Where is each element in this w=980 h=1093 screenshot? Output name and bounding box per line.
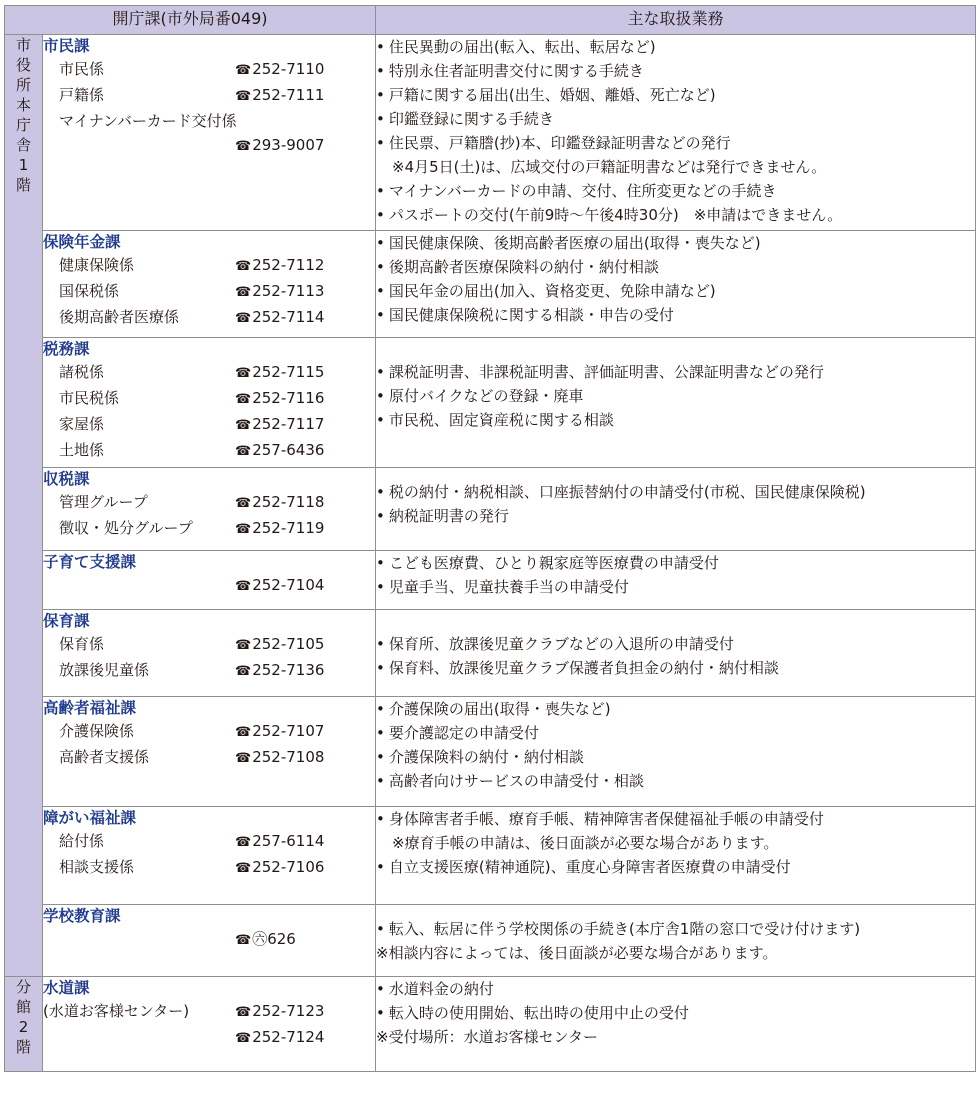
phone-icon: ☎ (235, 392, 252, 407)
section-name: マイナンバーカード交付係 (59, 112, 237, 130)
phone-icon: ☎ (235, 522, 252, 537)
floor-label-main: 市役所本庁舎1階 (5, 35, 43, 977)
section-name: 市民係 (59, 60, 105, 78)
task-note: ※4月5日(土)は、広域交付の戸籍証明書などは発行できません。 (392, 158, 827, 176)
section-phone: ☎252-7112 (235, 256, 325, 274)
dept-cell (43, 231, 376, 338)
section-entry (43, 305, 375, 331)
dept-cell (43, 551, 376, 610)
section-entry (43, 516, 375, 542)
phone-icon: ☎ (235, 835, 252, 850)
dept-cell (43, 697, 376, 807)
task-item: • 介護保険の届出(取得・喪失など) (376, 697, 975, 721)
section-entry (43, 279, 375, 305)
section-entry (43, 57, 375, 83)
floor-label-annex: 分館2階 (5, 977, 43, 1072)
section-entry (43, 855, 375, 881)
dept-cell (43, 807, 376, 905)
phone-icon: ☎ (235, 579, 252, 594)
phone-icon: ☎ (235, 638, 252, 653)
section-phone: ☎252-7118 (235, 493, 325, 511)
tasks-cell (376, 468, 976, 551)
tasks-cell (376, 551, 976, 610)
section-entry (43, 253, 375, 279)
task-item: • 転入、転居に伴う学校関係の手続き(本庁舎1階の窓口で受け付けます) (376, 917, 975, 941)
task-item: • 課税証明書、非課税証明書、評価証明書、公課証明書などの発行 (376, 360, 975, 384)
section-phone: ☎252-7116 (235, 389, 325, 407)
section-entry (43, 658, 375, 684)
table-row (5, 35, 976, 231)
task-item: • 高齢者向けサービスの申請受付・相談 (376, 769, 975, 793)
section-phone: ☎252-7124 (235, 1028, 325, 1046)
section-entry (43, 412, 375, 438)
task-item: • 転入時の使用開始、転出時の使用中止の受付 (376, 1001, 975, 1025)
task-item: • 国民健康保険税に関する相談・申告の受付 (376, 303, 975, 327)
phone-icon: ☎ (235, 933, 252, 948)
phone-icon: ☎ (235, 285, 252, 300)
task-item: • 後期高齢者医療保険料の納付・納付相談 (376, 255, 975, 279)
section-entry (43, 719, 375, 745)
phone-icon: ☎ (235, 664, 252, 679)
section-entry (43, 490, 375, 516)
section-name: 管理グループ (59, 493, 148, 511)
phone-icon: ☎ (235, 366, 252, 381)
tasks-cell (376, 231, 976, 338)
dept-cell (43, 610, 376, 697)
section-phone: ☎252-7113 (235, 282, 325, 300)
tasks-cell (376, 905, 976, 977)
section-name: 放課後児童係 (59, 661, 150, 679)
dept-name: 保育課 (43, 612, 90, 630)
phone-icon: ☎ (235, 861, 252, 876)
task-note: ※相談内容によっては、後日面談が必要な場合があります。 (376, 943, 778, 962)
section-name: 給付係 (59, 832, 105, 850)
section-name: 家屋係 (59, 415, 105, 433)
phone-icon: ☎ (235, 139, 252, 154)
task-item: • 市民税、固定資産税に関する相談 (376, 408, 975, 432)
phone-icon: ☎ (235, 418, 252, 433)
table-row (5, 338, 976, 468)
dept-cell (43, 905, 376, 977)
task-item: • 国民健康保険、後期高齢者医療の届出(取得・喪失など) (376, 231, 975, 255)
section-phone: ☎252-7119 (235, 519, 325, 537)
table-header-row (5, 6, 976, 35)
section-phone: ☎252-7117 (235, 415, 325, 433)
section-entry (43, 632, 375, 658)
section-phone: ☎252-7115 (235, 363, 325, 381)
section-name: 戸籍係 (59, 86, 105, 104)
task-item: • 介護保険料の納付・納付相談 (376, 745, 975, 769)
task-item: • 要介護認定の申請受付 (376, 721, 975, 745)
task-item: • 保育料、放課後児童クラブ保護者負担金の納付・納付相談 (376, 656, 975, 680)
section-phone: ☎252-7111 (235, 86, 325, 104)
section-phone: ☎252-7110 (235, 60, 325, 78)
task-item: • 原付バイクなどの登録・廃車 (376, 384, 975, 408)
section-name: 国保税係 (59, 282, 120, 300)
header-department: 開庁課(市外局番049) (5, 6, 376, 35)
task-item: • 納税証明書の発行 (376, 504, 975, 528)
task-item: • マイナンバーカードの申請、交付、住所変更などの手続き (376, 179, 975, 203)
section-entry (43, 829, 375, 855)
section-phone: ☎252-7106 (235, 858, 325, 876)
section-phone: ☎252-7114 (235, 308, 325, 326)
task-item: • 税の納付・納税相談、口座振替納付の申請受付(市税、国民健康保険税) (376, 480, 975, 504)
dept-name: 保険年金課 (43, 233, 121, 251)
phone-icon: ☎ (235, 751, 252, 766)
dept-name: 水道課 (43, 979, 90, 997)
section-entry (43, 360, 375, 386)
tasks-cell (376, 807, 976, 905)
section-name: 相談支援係 (59, 858, 135, 876)
table-row (5, 610, 976, 697)
section-name: 高齢者支援係 (59, 748, 150, 766)
section-phone: ☎252-7123 (235, 1002, 325, 1020)
task-item: • 住民異動の届出(転入、転出、転居など) (376, 35, 975, 59)
phone-icon: ☎ (235, 259, 252, 274)
table-row (5, 551, 976, 610)
tasks-cell (376, 610, 976, 697)
task-item: • 水道料金の納付 (376, 977, 975, 1001)
task-item: • こども医療費、ひとり親家庭等医療費の申請受付 (376, 551, 975, 575)
tasks-cell (376, 977, 976, 1072)
tasks-cell (376, 338, 976, 468)
section-phone: ☎252-7104 (235, 576, 325, 594)
dept-name: 高齢者福祉課 (43, 699, 137, 717)
task-item: • 自立支援医療(精神通院)、重度心身障害者医療費の申請受付 (376, 855, 975, 879)
dept-cell (43, 338, 376, 468)
task-item: • 戸籍に関する届出(出生、婚姻、離婚、死亡など) (376, 83, 975, 107)
section-phone: ☎㊅626 (235, 930, 296, 948)
phone-icon: ☎ (235, 89, 252, 104)
section-entry (43, 745, 375, 771)
section-phone: ☎257-6114 (235, 832, 325, 850)
section-name: 市民税係 (59, 389, 120, 407)
section-phone: ☎293-9007 (235, 136, 325, 154)
dept-name: 市民課 (43, 37, 90, 55)
phone-icon: ☎ (235, 496, 252, 511)
section-name: (水道お客様センター) (43, 1002, 190, 1020)
task-item: • 住民票、戸籍謄(抄)本、印鑑登録証明書などの発行 (376, 131, 975, 155)
header-tasks: 主な取扱業務 (376, 6, 976, 35)
section-entry (43, 386, 375, 412)
dept-cell (43, 468, 376, 551)
task-note: ※療育手帳の申請は、後日面談が必要な場合があります。 (392, 834, 779, 852)
section-name: 徴収・処分グループ (59, 519, 193, 537)
table-row (5, 905, 976, 977)
dept-name: 障がい福祉課 (43, 809, 137, 827)
section-entry (43, 83, 375, 109)
phone-icon: ☎ (235, 1005, 252, 1020)
task-item: • 児童手当、児童扶養手当の申請受付 (376, 575, 975, 599)
task-item: • 身体障害者手帳、療育手帳、精神障害者保健福祉手帳の申請受付 (376, 807, 975, 831)
services-table (4, 5, 976, 1072)
section-name: 諸税係 (59, 363, 105, 381)
table-row (5, 468, 976, 551)
phone-icon: ☎ (235, 725, 252, 740)
table-row (5, 807, 976, 905)
tasks-cell (376, 35, 976, 231)
dept-name: 学校教育課 (43, 907, 121, 925)
dept-name: 税務課 (43, 340, 90, 358)
section-entry (43, 999, 375, 1025)
dept-name: 収税課 (43, 470, 90, 488)
section-name: 保育係 (59, 635, 105, 653)
task-note: ※受付場所：水道お客様センター (376, 1028, 598, 1046)
dept-cell (43, 977, 376, 1072)
section-phone: ☎257-6436 (235, 441, 325, 459)
section-phone: ☎252-7107 (235, 722, 325, 740)
task-item: • 特別永住者証明書交付に関する手続き (376, 59, 975, 83)
phone-icon: ☎ (235, 1031, 252, 1046)
table-row (5, 697, 976, 807)
phone-icon: ☎ (235, 63, 252, 78)
tasks-cell (376, 697, 976, 807)
section-phone: ☎252-7108 (235, 748, 325, 766)
section-phone: ☎252-7136 (235, 661, 325, 679)
section-name: 介護保険係 (59, 722, 135, 740)
table-row (5, 231, 976, 338)
phone-icon: ☎ (235, 444, 252, 459)
section-phone: ☎252-7105 (235, 635, 325, 653)
task-item: • 保育所、放課後児童クラブなどの入退所の申請受付 (376, 632, 975, 656)
dept-name: 子育て支援課 (43, 553, 137, 571)
section-name: 後期高齢者医療係 (59, 308, 180, 326)
task-item: • 印鑑登録に関する手続き (376, 107, 975, 131)
task-item: • 国民年金の届出(加入、資格変更、免除申請など) (376, 279, 975, 303)
section-name: 土地係 (59, 441, 105, 459)
phone-icon: ☎ (235, 311, 252, 326)
section-entry (43, 438, 375, 464)
section-name: 健康保険係 (59, 256, 135, 274)
task-item: • パスポートの交付(午前9時～午後4時30分) ※申請はできません。 (376, 203, 975, 227)
dept-cell (43, 35, 376, 231)
table-row (5, 977, 976, 1072)
